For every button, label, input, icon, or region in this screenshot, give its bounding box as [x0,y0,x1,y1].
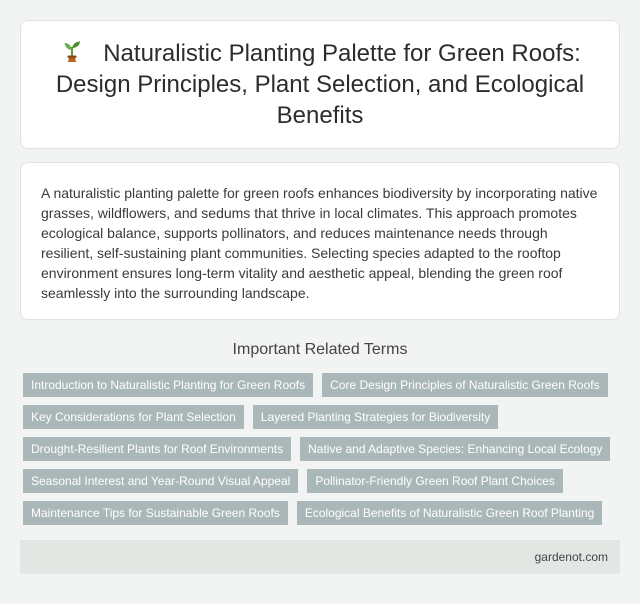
related-term-tag[interactable]: Native and Adaptive Species: Enhancing Local Ecology [300,437,610,461]
related-term-tag[interactable]: Key Considerations for Plant Selection [23,405,244,429]
title-card [20,20,620,149]
summary-text: A naturalistic planting palette for green roofs enhances biodiversity by incorporating native grasses, wildflowers, and sedums that thrive in local climates. This approach promotes ecological balance, supports pollinators, and reduces maintenance needs through resilient, self-sustaining plant communities. Selecting species adapted to the rooftop environment ensures long-term vitality and aesthetic appeal, blending the green roof seamlessly into the surrounding landscape. [41,185,598,301]
footer-site-link[interactable]: gardenot.com [534,550,608,564]
related-term-tag[interactable]: Core Design Principles of Naturalistic Green Roofs [322,373,607,397]
seedling-icon [59,38,85,64]
related-term-tag[interactable]: Maintenance Tips for Sustainable Green Roofs [23,501,288,525]
page-title [51,38,589,131]
related-term-tag[interactable]: Introduction to Naturalistic Planting for Green Roofs [23,373,313,397]
page-title-text: Naturalistic Planting Palette for Green Roofs: Design Principles, Plant Selection, and Ecological Benefits [55,40,585,129]
related-term-tag[interactable]: Ecological Benefits of Naturalistic Green Roof Planting [297,501,602,525]
related-term-tag[interactable]: Drought-Resilient Plants for Roof Environments [23,437,291,461]
related-terms-heading: Important Related Terms [232,341,408,358]
related-term-tag[interactable]: Layered Planting Strategies for Biodiversity [253,405,498,429]
related-term-tag[interactable]: Pollinator-Friendly Green Roof Plant Choices [307,469,562,493]
related-terms-list [23,373,623,525]
summary-card [20,162,620,320]
related-term-tag[interactable]: Seasonal Interest and Year-Round Visual Appeal [23,469,298,493]
footer [20,540,620,574]
